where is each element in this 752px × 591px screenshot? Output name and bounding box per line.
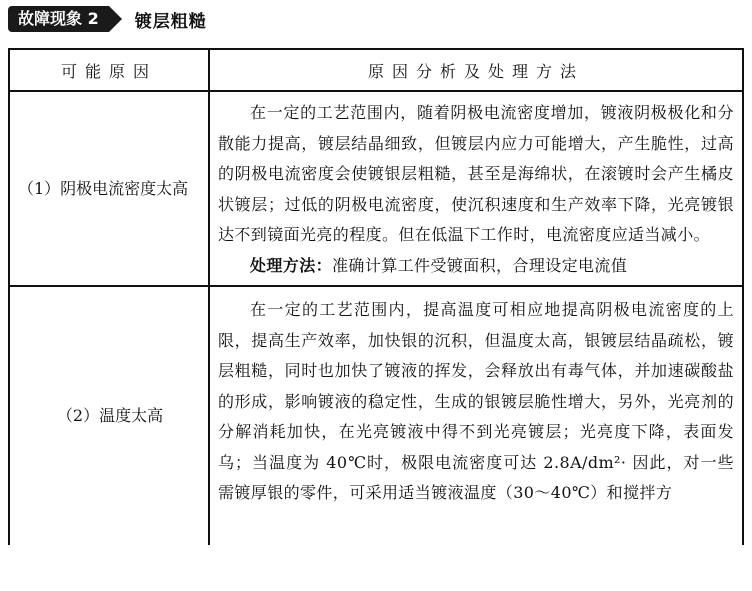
analysis-text: 在一定的工艺范围内，随着阴极电流密度增加，镀液阴极极化和分散能力提高，镀层结晶细致，但镀层内应力可能增大，产生脆性，过高的阴极电流密度会使镀银层粗糙，甚至是海绵状，在滚镀时会产生橘皮状镀层；过低的阴极电流密度，使沉积速度和生产效率下降，光亮镀银达不到镜面光亮的程度。但在低温下工作时，电流密度应适当减小。 xyxy=(218,103,734,244)
method-text: 准确计算工件受镀面积，合理设定电流值 xyxy=(332,255,628,275)
fault-table xyxy=(8,48,744,545)
cause-cell xyxy=(9,91,209,286)
table-row xyxy=(9,91,743,286)
analysis-cell xyxy=(209,91,743,286)
table-header-row xyxy=(9,49,743,91)
section-header xyxy=(8,6,207,32)
analysis-text: 在一定的工艺范围内，提高温度可相应地提高阴极电流密度的上限，提高生产效率，加快银的沉积，但温度太高，银镀层结晶疏松，镀层粗糙，同时也加快了镀液的挥发，会释放出有毒气体，并加速碳酸盐的形成，影响镀液的稳定性，生成的银镀层脆性增大，另外，光亮剂的分解消耗加快，在光亮镀液中得不到光亮镀层；光亮度下降，表面发乌；当温度为 40℃时，极限电流密度可达 2.8A/dm²· 因此，对一些需镀厚银的零件，可采用适当镀液温度（30～40℃）和搅拌方 xyxy=(218,300,734,502)
column-header-cause: 可能原因 xyxy=(9,49,209,91)
analysis-cell xyxy=(209,286,743,545)
fault-title: 镀层粗糙 xyxy=(134,11,207,32)
cause-text: （2）温度太高 xyxy=(56,406,164,425)
method-line xyxy=(218,251,734,282)
cause-cell xyxy=(9,286,209,545)
method-label: 处理方法： xyxy=(250,255,333,275)
column-header-analysis: 原因分析及处理方法 xyxy=(209,49,743,91)
table-row xyxy=(9,286,743,545)
cause-text: （1）阴极电流密度太高 xyxy=(18,178,189,198)
fault-badge: 故障现象 2 xyxy=(8,6,109,32)
